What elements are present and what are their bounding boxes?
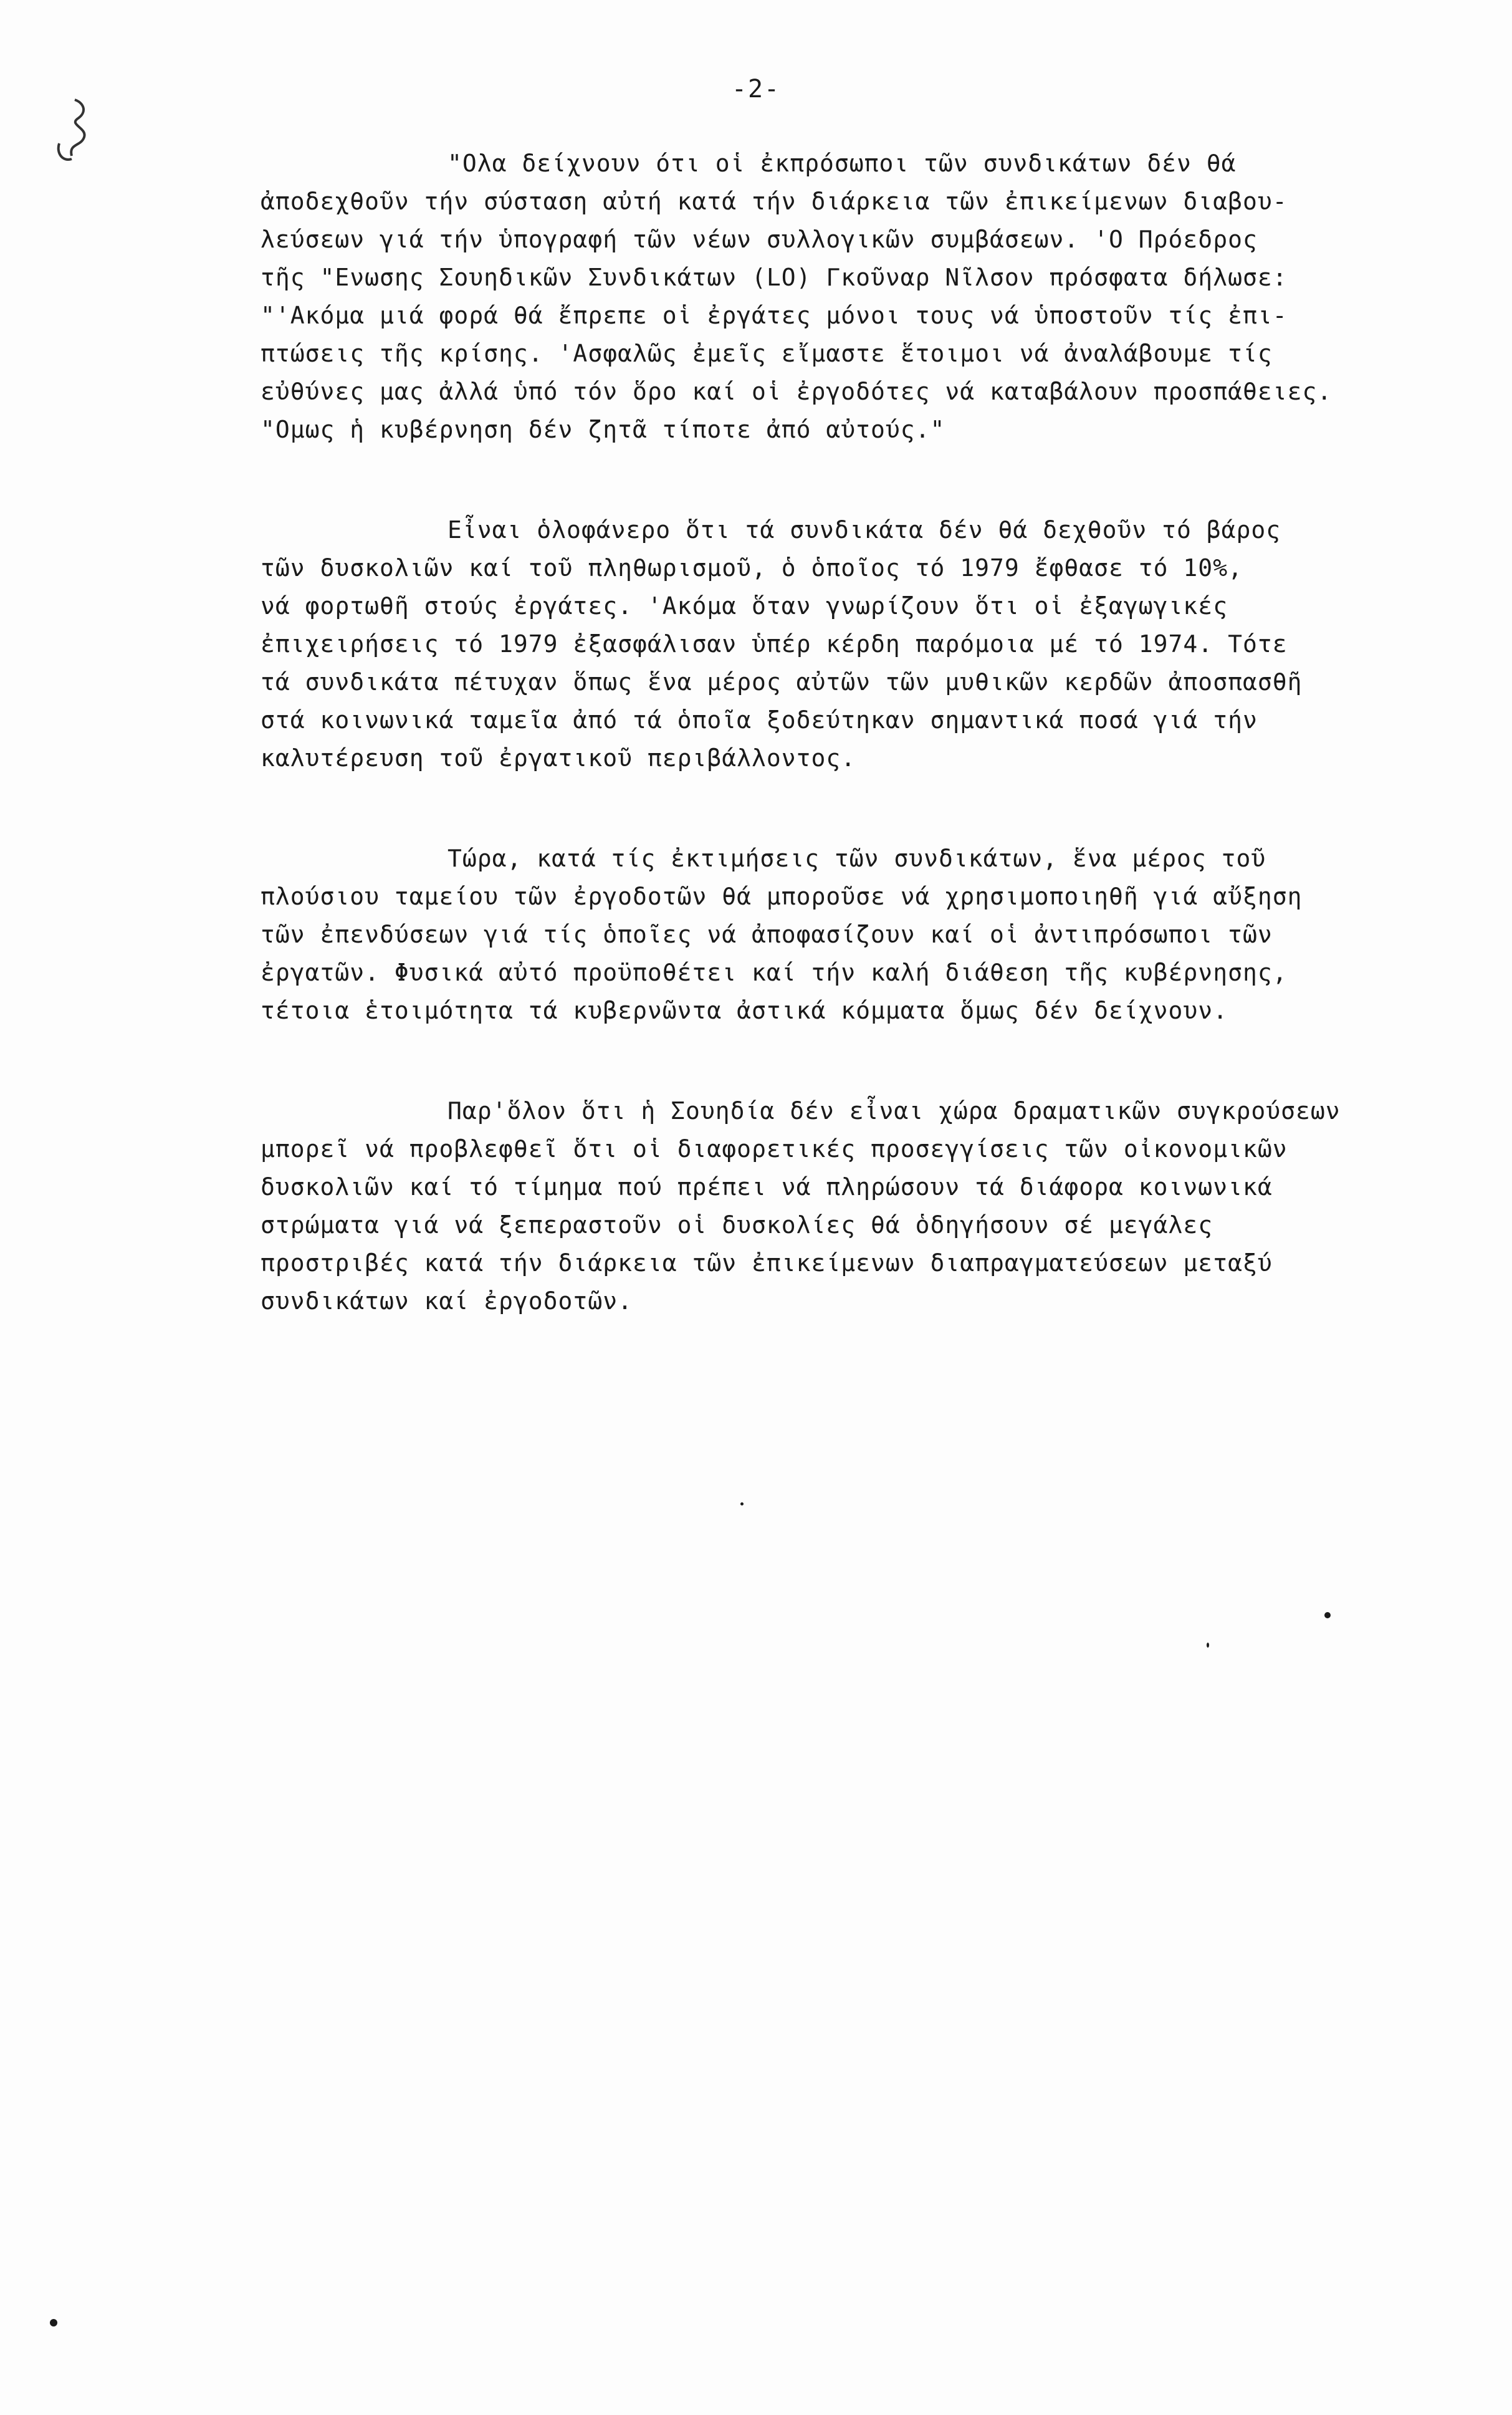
paragraph-1 (261, 145, 1395, 449)
document-body (261, 145, 1395, 1383)
paragraph-line: "Ομως ἡ κυβέρνηση δέν ζητᾶ τίποτε ἀπό αὐτούς." (261, 416, 945, 443)
paragraph-line: εὐθύνες μας ἀλλά ὑπό τόν ὅρο καί οἱ ἐργοδότες νά καταβάλουν προσπάθειες. (261, 378, 1333, 405)
paragraph-line: προστριβές κατά τήν διάρκεια τῶν ἐπικείμενων διαπραγματεύσεων μεταξύ (261, 1249, 1273, 1277)
paragraph-line: Παρ'ὅλον ὅτι ἡ Σουηδία δέν εἶναι χώρα δραματικῶν συγκρούσεων (447, 1097, 1341, 1125)
paragraph-line: νά φορτωθῆ στούς ἐργάτες. 'Ακόμα ὅταν γνωρίζουν ὅτι οἱ ἐξαγωγικές (261, 592, 1228, 620)
handwritten-margin-mark (50, 94, 106, 168)
paragraph-line: ἀποδεχθοῦν τήν σύσταση αὐτή κατά τήν διάρκεια τῶν ἐπικείμενων διαβου- (261, 188, 1288, 215)
scan-speck (1207, 1643, 1209, 1648)
paragraph-3 (261, 840, 1395, 1030)
page-number: -2- (731, 75, 781, 103)
scan-speck (740, 1502, 744, 1505)
paragraph-line: δυσκολιῶν καί τό τίμημα πού πρέπει νά πληρώσουν τά διάφορα κοινωνικά (261, 1173, 1273, 1201)
paragraph-line: "Ολα δείχνουν ότι οἱ ἐκπρόσωποι τῶν συνδικάτων δέν θά (447, 150, 1237, 177)
paragraph-line: "'Ακόμα μιά φορά θά ἔπρεπε οἱ ἐργάτες μόνοι τους νά ὑποστοῦν τίς ἐπι- (261, 302, 1288, 329)
paragraph-line: ἐργατῶν. Φυσικά αὐτό προϋποθέτει καί τήν καλή διάθεση τῆς κυβέρνησης, (261, 959, 1288, 986)
paragraph-line: ἐπιχειρήσεις τό 1979 ἐξασφάλισαν ὑπέρ κέρδη παρόμοια μέ τό 1974. Τότε (261, 630, 1288, 658)
paragraph-4 (261, 1092, 1395, 1320)
paragraph-line: στρώματα γιά νά ξεπεραστοῦν οἱ δυσκολίες θά ὁδηγήσουν σέ μεγάλες (261, 1211, 1213, 1239)
paragraph-line: συνδικάτων καί ἐργοδοτῶν. (261, 1287, 633, 1315)
paragraph-line: τῶν ἐπενδύσεων γιά τίς ὁποῖες νά ἀποφασίζουν καί οἱ ἀντιπρόσωποι τῶν (261, 921, 1273, 948)
paragraph-line: τῶν δυσκολιῶν καί τοῦ πληθωρισμοῦ, ὁ ὁποῖος τό 1979 ἔφθασε τό 10%, (261, 554, 1243, 582)
paragraph-line: λεύσεων γιά τήν ὑπογραφή τῶν νέων συλλογικῶν συμβάσεων. 'Ο Πρόεδρος (261, 226, 1258, 253)
paragraph-line: τέτοια ἑτοιμότητα τά κυβερνῶντα ἀστικά κόμματα ὅμως δέν δείχνουν. (261, 997, 1228, 1024)
paragraph-line: μπορεῖ νά προβλεφθεῖ ὅτι οἱ διαφορετικές προσεγγίσεις τῶν οἰκονομικῶν (261, 1135, 1288, 1163)
paragraph-line: πτώσεις τῆς κρίσης. 'Ασφαλῶς ἐμεῖς εἴμαστε ἕτοιμοι νά ἀναλάβουμε τίς (261, 340, 1273, 367)
paragraph-line: στά κοινωνικά ταμεῖα ἀπό τά ὁποῖα ξοδεύτηκαν σημαντικά ποσά γιά τήν (261, 706, 1258, 734)
scan-speck (1324, 1612, 1331, 1618)
paragraph-line: πλούσιου ταμείου τῶν ἐργοδοτῶν θά μποροῦσε νά χρησιμοποιηθῆ γιά αὔξηση (261, 883, 1303, 910)
paragraph-line: καλυτέρευση τοῦ ἐργατικοῦ περιβάλλοντος. (261, 744, 856, 772)
paragraph-line: Εἶναι ὁλοφάνερο ὅτι τά συνδικάτα δέν θά δεχθοῦν τό βάρος (447, 516, 1281, 544)
paragraph-2 (261, 511, 1395, 777)
paragraph-line: τῆς "Ενωσης Σουηδικῶν Συνδικάτων (LO) Γκοῦναρ Νῖλσον πρόσφατα δήλωσε: (261, 264, 1288, 291)
paragraph-line: Τώρα, κατά τίς ἐκτιμήσεις τῶν συνδικάτων, ἕνα μέρος τοῦ (447, 845, 1266, 872)
scan-speck (50, 2319, 57, 2326)
paragraph-line: τά συνδικάτα πέτυχαν ὅπως ἕνα μέρος αὐτῶν τῶν μυθικῶν κερδῶν ἀποσπασθῆ (261, 668, 1303, 696)
